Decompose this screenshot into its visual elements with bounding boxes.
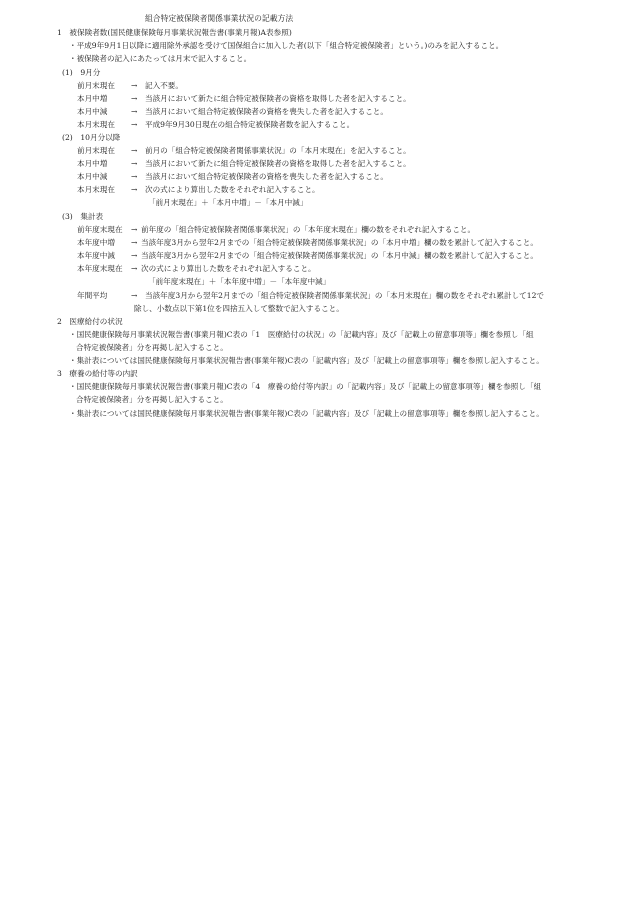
right-arrow-icon: → bbox=[131, 107, 138, 116]
definition-term: 本月末現在 bbox=[77, 120, 115, 129]
definition-text: 平成9年9月30日現在の組合特定被保険者数を記入すること。 bbox=[145, 120, 355, 129]
right-arrow-icon: → bbox=[131, 81, 138, 90]
section-3-bullet-2: ・集計表については国民健康保険毎月事業状況報告書(事業年報)C表の「記載内容」及び「記載上の留意事項等」欄を参照し記入すること。 bbox=[69, 409, 544, 418]
right-arrow-icon: → bbox=[131, 159, 138, 168]
right-arrow-icon: → bbox=[131, 264, 138, 273]
definition-term: 本月中増 bbox=[77, 159, 108, 168]
definition-term: 本月中減 bbox=[77, 172, 108, 181]
definition-text: 当該月において新たに組合特定被保険者の資格を取得した者を記入すること。 bbox=[145, 159, 411, 168]
definition-text: 当該月において組合特定被保険者の資格を喪失した者を記入すること。 bbox=[145, 172, 388, 181]
subsection-1-heading: (1) 9月分 bbox=[62, 68, 101, 77]
section-3-bullet-1: ・国民健康保険毎月事業状況報告書(事業月報)C表の「4 療養の給付等内訳」の「記載内容」及び「記載上の留意事項等」欄を参照し「組 bbox=[69, 382, 542, 391]
section-3-heading: 3 療養の給付等の内訳 bbox=[57, 369, 138, 378]
section-2-bullet-1: ・国民健康保険毎月事業状況報告書(事業月報)C表の「1 医療給付の状況」の「記載内容」及び「記載上の留意事項等」欄を参照し「組 bbox=[69, 330, 534, 339]
definition-term: 本月中増 bbox=[77, 94, 108, 103]
definition-term: 年間平均 bbox=[77, 291, 108, 300]
definition-term: 前年度末現在 bbox=[77, 225, 123, 234]
definition-text-continued: 除し、小数点以下第1位を四捨五入して整数で記入すること。 bbox=[134, 304, 344, 313]
document-title: 組合特定被保険者関係事業状況の記載方法 bbox=[145, 14, 294, 23]
subsection-3-heading: (3) 集計表 bbox=[62, 212, 104, 221]
definition-row bbox=[77, 93, 411, 104]
right-arrow-icon: → bbox=[131, 225, 138, 234]
definition-term: 本年度末現在 bbox=[77, 264, 123, 273]
section-3-bullet-1-continued: 合特定被保険者」分を再掲し記入すること。 bbox=[76, 395, 228, 404]
definition-term: 本年度中増 bbox=[77, 238, 115, 247]
definition-row bbox=[77, 237, 538, 248]
definition-text: 当該月において組合特定被保険者の資格を喪失した者を記入すること。 bbox=[145, 107, 388, 116]
right-arrow-icon: → bbox=[131, 120, 138, 129]
definition-row bbox=[77, 224, 475, 235]
definition-row bbox=[77, 158, 411, 169]
subsection-2-heading: (2) 10月分以降 bbox=[62, 133, 121, 142]
definition-row bbox=[77, 184, 320, 195]
formula: 「前年度末現在」＋「本年度中増」－「本年度中減」 bbox=[148, 277, 331, 286]
definition-row bbox=[77, 171, 388, 182]
definition-text: 次の式により算出した数をそれぞれ記入すること。 bbox=[145, 185, 320, 194]
definition-row bbox=[77, 263, 316, 274]
section-1-heading: 1 被保険者数(国民健康保険毎月事業状況報告書(事業月報)A表参照) bbox=[57, 28, 292, 37]
definition-term: 前月末現在 bbox=[77, 146, 115, 155]
right-arrow-icon: → bbox=[131, 291, 138, 300]
definition-text: 記入不要。 bbox=[145, 81, 183, 90]
definition-text: 次の式により算出した数をそれぞれ記入すること。 bbox=[141, 264, 316, 273]
definition-row bbox=[77, 145, 411, 156]
definition-term: 本月末現在 bbox=[77, 185, 115, 194]
definition-row bbox=[77, 106, 388, 117]
right-arrow-icon: → bbox=[131, 185, 138, 194]
right-arrow-icon: → bbox=[131, 172, 138, 181]
definition-text: 当該年度3月から翌年2月までの「組合特定被保険者関係事業状況」の「本月中減」欄の数を累計して記入すること。 bbox=[141, 251, 538, 260]
section-2-bullet-1-continued: 合特定被保険者」分を再掲し記入すること。 bbox=[76, 343, 228, 352]
right-arrow-icon: → bbox=[131, 238, 138, 247]
section-1-bullet-2: ・被保険者の記入にあたっては月末で記入すること。 bbox=[69, 54, 252, 63]
definition-term: 本年度中減 bbox=[77, 251, 115, 260]
right-arrow-icon: → bbox=[131, 146, 138, 155]
formula: 「前月末現在」＋「本月中増」－「本月中減」 bbox=[148, 198, 308, 207]
definition-term: 前月末現在 bbox=[77, 81, 115, 90]
definition-row bbox=[77, 119, 354, 130]
right-arrow-icon: → bbox=[131, 251, 138, 260]
definition-row bbox=[77, 290, 544, 301]
definition-text: 当該年度3月から翌年2月までの「組合特定被保険者関係事業状況」の「本月末現在」欄の数をそれぞれ累計して12で bbox=[145, 291, 545, 300]
section-1-bullet-1: ・平成9年9月1日以降に適用除外承認を受けて国保組合に加入した者(以下「組合特定被保険者」という。)のみを記入すること。 bbox=[69, 41, 504, 50]
definition-row bbox=[77, 80, 183, 91]
definition-term: 本月中減 bbox=[77, 107, 108, 116]
definition-text: 前月の「組合特定被保険者関係事業状況」の「本月末現在」を記入すること。 bbox=[145, 146, 411, 155]
definition-row bbox=[77, 250, 538, 261]
right-arrow-icon: → bbox=[131, 94, 138, 103]
definition-text: 当該月において新たに組合特定被保険者の資格を取得した者を記入すること。 bbox=[145, 94, 411, 103]
definition-text: 当該年度3月から翌年2月までの「組合特定被保険者関係事業状況」の「本月中増」欄の数を累計して記入すること。 bbox=[141, 238, 538, 247]
section-2-heading: 2 医療給付の状況 bbox=[57, 317, 123, 326]
definition-text: 前年度の「組合特定被保険者関係事業状況」の「本年度末現在」欄の数をそれぞれ記入すること。 bbox=[141, 225, 476, 234]
section-2-bullet-2: ・集計表については国民健康保険毎月事業状況報告書(事業年報)C表の「記載内容」及び「記載上の留意事項等」欄を参照し記入すること。 bbox=[69, 356, 544, 365]
